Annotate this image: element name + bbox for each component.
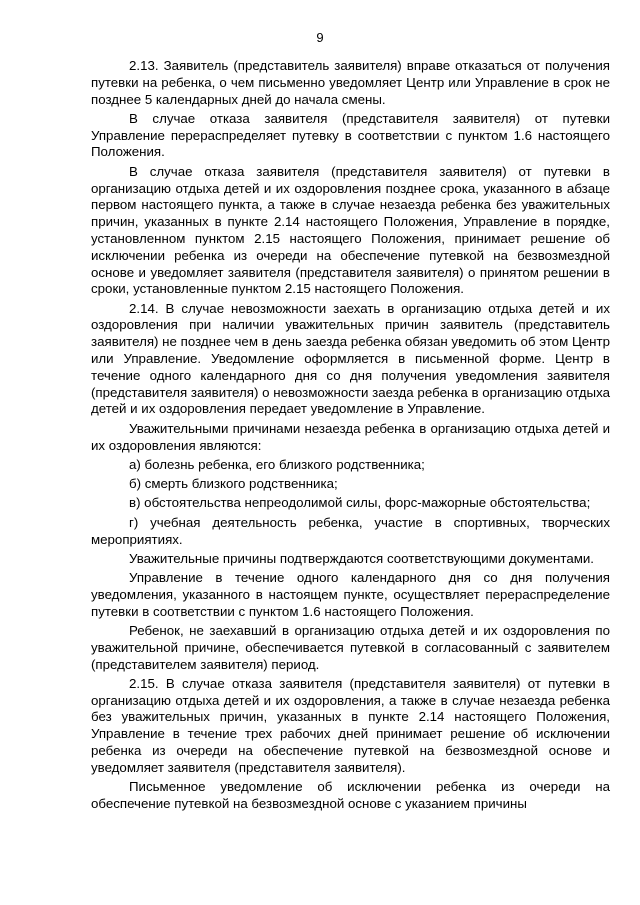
paragraph: Управление в течение одного календарного дня со дня получения уведомления, указанного в настоящем пункте, осуществляет перераспределение путевки в соответствии с пунктом 1.6 настоящего Положения. bbox=[91, 570, 610, 619]
paragraph: Уважительными причинами незаезда ребенка в организацию отдыха детей и их оздоровления являются: bbox=[91, 420, 610, 453]
page-number: 9 bbox=[316, 30, 324, 45]
paragraph: Ребенок, не заехавший в организацию отдыха детей и их оздоровления по уважительной причине, обеспечивается путевкой в согласованный с заявителем (представителем заявителя) период. bbox=[91, 623, 610, 672]
paragraph-2-13: 2.13. Заявитель (представитель заявителя) вправе отказаться от получения путевки на ребенка, о чем письменно уведомляет Центр или Управление в срок не позднее 5 календарных дней до начала смены. bbox=[91, 58, 610, 107]
list-item-b: б) смерть близкого родственника; bbox=[129, 476, 338, 492]
paragraph: Письменное уведомление об исключении ребенка из очереди на обеспечение путевкой на безвозмездной основе с указанием причины bbox=[91, 779, 610, 811]
document-body bbox=[91, 58, 610, 815]
list-item-g: г) учебная деятельность ребенка, участие в спортивных, творческих мероприятиях. bbox=[91, 514, 610, 547]
list-item-v: в) обстоятельства непреодолимой силы, форс-мажорные обстоятельства; bbox=[129, 495, 591, 511]
paragraph: Уважительные причины подтверждаются соответствующими документами. bbox=[129, 550, 595, 566]
paragraph: В случае отказа заявителя (представителя заявителя) от путевки в организацию отдыха детей и их оздоровления позднее срока, указанного в абзаце первом настоящего пункта, а также в случае незаезда ребенка без уважительных причин, указанных в пункте 2.14 настоящего Положения, Управление в порядке, установленном пунктом 2.15 настоящего Положения, принимает решение об исключении ребенка из очереди на обеспечение путевкой на безвозмездной основе и уведомляет заявителя (представителя заявителя) о принятом решении в сроки, установленные пунктом 2.15 настоящего Положения. bbox=[91, 163, 610, 297]
paragraph-2-14: 2.14. В случае невозможности заехать в организацию отдыха детей и их оздоровления при наличии уважительных причин заявитель (представитель заявителя) не позднее чем в день заезда ребенка обязан уведомить об этом Центр или Управление. Уведомление оформляется в письменной форме. Центр в течение одного календарного дня со дня получения уведомления заявителя (представителя заявителя) о невозможности заезда ребенка в организацию отдыха детей и их оздоровления передает уведомление в Управление. bbox=[91, 300, 610, 417]
list-item-a: а) болезнь ребенка, его близкого родственника; bbox=[129, 456, 425, 472]
paragraph: В случае отказа заявителя (представителя заявителя) от путевки Управление перераспределяет путевку в соответствии с пунктом 1.6 настоящего Положения. bbox=[91, 110, 610, 160]
paragraph-2-15: 2.15. В случае отказа заявителя (представителя заявителя) от путевки в организацию отдыха детей и их оздоровления, а также в случае незаезда ребенка без уважительных причин, указанных в пункте 2.14 настоящего Положения, Управление в течение трех рабочих дней принимает решение об исключении ребенка из очереди на обеспечение путевкой на безвозмездной основе и уведомляет заявителя (представителя заявителя). bbox=[91, 675, 610, 775]
